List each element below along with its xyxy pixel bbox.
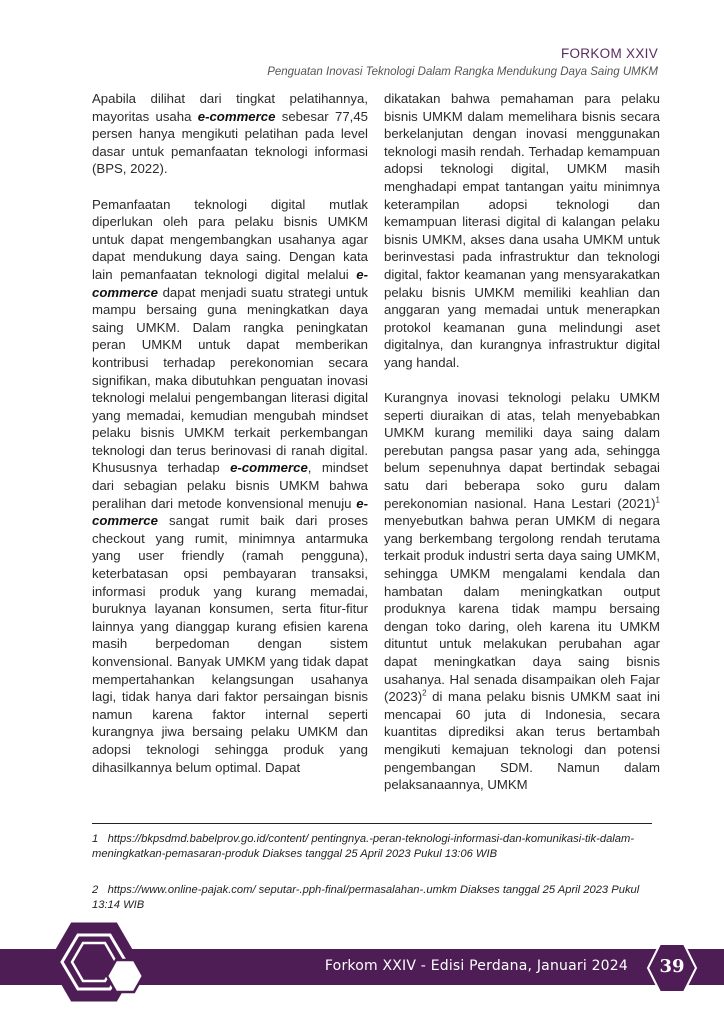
e-commerce-term: e-commerce (230, 460, 308, 476)
footnote-2: 2 https://www.online-pajak.com/ seputar-.pph-final/permasalahan-.umkm Diakses tanggal 25 April 2023 Pukul 13:14 WIB (92, 884, 640, 911)
header-subtitle: Penguatan Inovasi Teknologi Dalam Rangka Mendukung Daya Saing UMKM (267, 66, 658, 78)
e-commerce-term: e-commerce (197, 108, 276, 124)
right-paragraph-1: dikatakan bahwa pemahaman para pelaku bisnis UMKM dalam memelihara bisnis secara berkelanjutan dengan inovasi menggunakan teknologi masih rendah. Terhadap kemampuan adopsi teknologi digital, UMKM masih menghadapi empat tantangan yaitu minimnya keterampilan adopsi teknologi dan kemampuan literasi digital di kalangan pelaku bisnis UMKM, akses dana usaha UMKM untuk berinvestasi pada infrastruktur dan teknologi digital, faktor keamanan yang mensyarakatkan pelaku bisnis UMKM memiliki keahlian dan anggaran yang memadai untuk menerapkan protokol keamanan guna melindungi aset digitalnya, dan kurangnya infrastruktur digital yang handal. (384, 91, 660, 370)
left-column (92, 90, 368, 776)
e-commerce-term: e-commerce (92, 495, 368, 529)
footnote-ref-1[interactable]: 1 (655, 495, 660, 505)
page-number-badge (646, 942, 698, 994)
e-commerce-term: e-commerce (92, 266, 368, 300)
footer-edition-text: Forkom XXIV - Edisi Perdana, Januari 2024 (324, 958, 628, 974)
footnote-ref-2[interactable]: 2 (422, 688, 427, 698)
footnote-1: 1 https://bkpsdmd.babelprov.go.id/content/ pentingnya.-peran-teknologi-informasi-dan-komunikasi-tik-dalam-meningkatkan-pemasaran-produk Diakses tanggal 25 April 2023 Pukul 13:06 WIB (92, 833, 635, 860)
left-paragraph-2: Pemanfaatan teknologi digital mutlak diperlukan oleh para pelaku bisnis UMKM untuk dapat mengembangkan usahanya agar dapat mendukung daya saing. Dengan kata lain pemanfaatan teknologi digital melalui e-commerce dapat menjadi suatu strategi untuk mampu bersaing guna meningkatkan daya saing UMKM. Dalam rangka peningkatan peran UMKM untuk dapat memberikan kontribusi terhadap perekonomian secara signifikan, maka dibutuhkan penguatan inovasi teknologi melalui pengembangan literasi digital yang memadai, kemudian mengubah mindset pelaku bisnis UMKM terkait perkembangan teknologi dan terus berinovasi di ranah digital. Khususnya terhadap e-commerce, mindset dari sebagian pelaku bisnis UMKM bahwa peralihan dari metode konvensional menuju e-commerce sangat rumit baik dari proses checkout yang rumit, minimnya antarmuka yang user friendly (ramah pengguna), keterbatasan opsi pembayaran transaksi, informasi produk yang kurang memadai, buruknya layanan konsumen, serta fitur-fitur lainnya yang dianggap kurang efisien karena masih berpedoman dengan sistem konvensional. Banyak UMKM yang tidak dapat mempertahankan kelangsungan usahanya lagi, tidak hanya dari faktor persaingan bisnis namun karena faktor internal seperti kurangnya jiwa bersaing pelaku UMKM dan adopsi teknologi sehingga produk yang dihasilkannya belum optimal. Dapat (92, 196, 368, 775)
header-title: FORKOM XXIV (560, 46, 658, 61)
page-number: 39 (659, 956, 685, 977)
hexagon-decoration-icon (50, 922, 160, 1012)
right-column (384, 90, 660, 794)
left-paragraph-1: Apabila dilihat dari tingkat pelatihannya, mayoritas usaha e-commerce sebesar 77,45 persen hanya mengikuti pelatihan pada level dasar untuk pemanfaatan teknologi informasi (BPS, 2022). (92, 91, 368, 177)
footnote-divider (92, 823, 652, 824)
right-paragraph-2: Kurangnya inovasi teknologi pelaku UMKM seperti diuraikan di atas, telah menyebabkan UMKM kurang memiliki daya saing dalam perebutan pangsa pasar yang ada, sehingga belum sepenuhnya dapat bertindak sebagai satu dari beberapa soko guru dalam perekonomian nasional. Hana Lestari $(2021)^1$ menyebutkan bahwa peran UMKM di negara yang berkembang tergolong rendah terutama terkait produk industri serta daya saing UMKM, sehingga UMKM mengalami kendala dan hambatan dalam meningkatkan output produknya karena tidak mampu bersaing dengan toko daring, oleh karena itu UMKM dituntut untuk melakukan perubahan agar dapat meningkatkan daya saing bisnis usahanya. Hal senada disampaikan oleh Fajar $(2023)^2$ di mana pelaku bisnis UMKM saat ini mencapai 60 juta di Indonesia, secara kuantitas diprediksi akan terus bertambah mengikuti kemajuan teknologi dan potensi pengembangan SDM. Namun dalam pelaksanaannya, UMKM (384, 390, 660, 793)
